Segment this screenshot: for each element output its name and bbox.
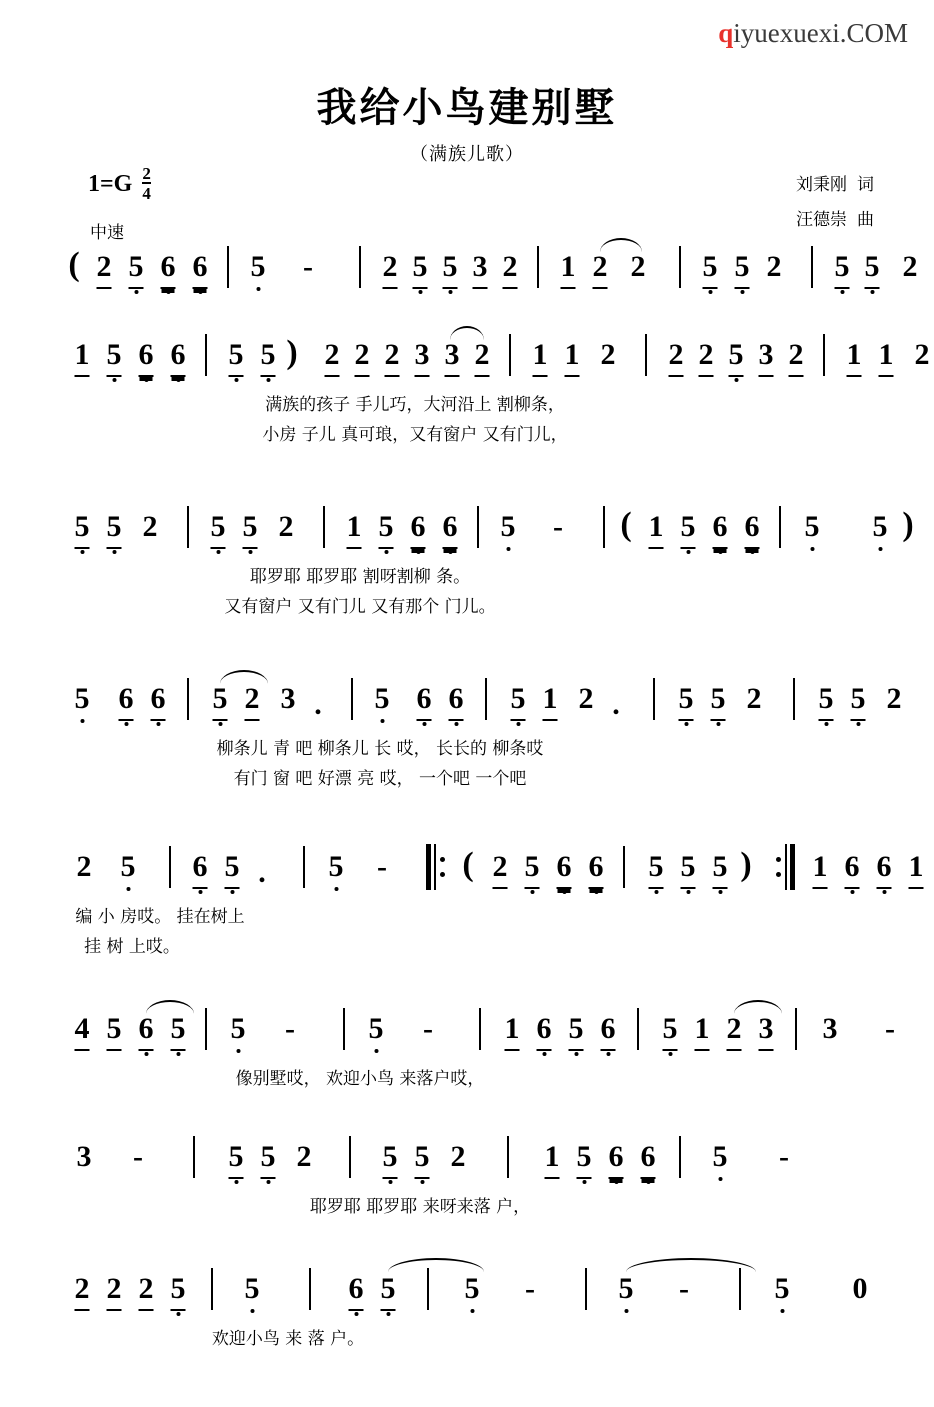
barline (823, 334, 825, 376)
note: 2 (383, 250, 398, 289)
lyric-segment: 满族的孩子 手儿巧，大河沿上 割柳条， (265, 395, 565, 415)
note-row (60, 682, 902, 734)
note: 5 (774, 1272, 790, 1305)
hold-dash: - (377, 850, 387, 883)
note-row (60, 1272, 882, 1324)
dotted-rhythm-dot: . (314, 688, 322, 721)
note: 5 (107, 510, 122, 549)
lyric-row-verse1 (60, 1192, 882, 1222)
hold-dash: - (525, 1272, 535, 1305)
note: 2 (727, 1012, 742, 1051)
lyric-segment: 编 小 房哎。 挂在树上 (75, 907, 245, 927)
open-paren: ( (620, 506, 632, 543)
note: 5 (443, 250, 458, 289)
note: 2 (296, 1140, 312, 1173)
note: 5 (383, 1140, 398, 1179)
note: 2 (385, 338, 400, 377)
barline (603, 506, 605, 548)
open-paren: ( (462, 846, 474, 883)
lyric-segment: 欢迎小鸟 来 落 户。 (211, 1329, 365, 1349)
key-signature-block (88, 164, 151, 243)
note: 5 (681, 510, 696, 549)
note: 5 (120, 850, 136, 883)
composer-name: 汪德崇 (796, 209, 847, 230)
note: 6 (641, 1140, 656, 1179)
note: 2 (503, 250, 518, 289)
barline (485, 678, 487, 720)
note: 4 (75, 1012, 90, 1051)
slur (388, 1258, 484, 1272)
note: 5 (244, 1272, 260, 1305)
note: 5 (107, 338, 122, 377)
note: 6 (151, 682, 166, 721)
note: 2 (278, 510, 294, 543)
dotted-rhythm-dot: . (612, 688, 620, 721)
key-label: 1=G (88, 171, 133, 198)
note: 2 (699, 338, 714, 377)
note: 6 (193, 250, 208, 289)
note: 5 (129, 250, 144, 289)
barline (193, 1136, 195, 1178)
note: 5 (225, 850, 240, 889)
note: 6 (449, 682, 464, 721)
note: 5 (712, 1140, 728, 1173)
lyric-segment: 像别墅哎， 欢迎小鸟 来落户哎， (235, 1069, 485, 1089)
note: 5 (663, 1012, 678, 1051)
note: 2 (914, 338, 930, 371)
note: 3 (280, 682, 296, 715)
barline (793, 678, 795, 720)
note: 5 (261, 338, 276, 377)
note: 5 (413, 250, 428, 289)
note: 1 (505, 1012, 520, 1051)
note: 5 (229, 1140, 244, 1179)
barline (211, 1268, 213, 1310)
barline (205, 1008, 207, 1050)
hold-dash: - (285, 1012, 295, 1045)
note: 5 (379, 510, 394, 549)
hold-dash: - (303, 250, 313, 283)
note: 6 (601, 1012, 616, 1051)
credits-block (796, 168, 874, 238)
note: 2 (76, 850, 92, 883)
slur (450, 326, 484, 340)
tempo-marking: 中速 (90, 223, 124, 243)
note: 5 (569, 1012, 584, 1051)
barline (205, 334, 207, 376)
note: 1 (847, 338, 862, 377)
lyric-segment: 耶罗耶 耶罗耶 割呀割柳 条。 (249, 567, 471, 587)
note: 1 (75, 338, 90, 377)
note: 6 (349, 1272, 364, 1311)
time-signature (142, 165, 151, 203)
note: 5 (250, 250, 266, 283)
note: 3 (822, 1012, 838, 1045)
note: 6 (119, 682, 134, 721)
note: 1 (561, 250, 576, 289)
note: 2 (902, 250, 918, 283)
barline (585, 1268, 587, 1310)
note: 1 (879, 338, 894, 377)
hold-dash: - (553, 510, 563, 543)
note: 6 (417, 682, 432, 721)
note: 3 (445, 338, 460, 377)
note: 2 (475, 338, 490, 377)
barline (779, 506, 781, 548)
barline (537, 246, 539, 288)
note: 1 (347, 510, 362, 549)
note: 5 (243, 510, 258, 549)
note: 2 (630, 250, 646, 283)
barline (187, 678, 189, 720)
note: 3 (76, 1140, 92, 1173)
note: 2 (669, 338, 684, 377)
note: 1 (909, 850, 924, 889)
note: 1 (695, 1012, 710, 1051)
barline (739, 1268, 741, 1310)
music-system-5 (60, 846, 924, 962)
dotted-rhythm-dot: . (258, 856, 266, 889)
lyricist-name: 刘秉刚 (796, 175, 847, 195)
barline (811, 246, 813, 288)
lyric-row-verse2 (60, 764, 882, 794)
note: 2 (139, 1272, 154, 1311)
note: 5 (374, 682, 390, 715)
note: 5 (415, 1140, 430, 1179)
barline (303, 846, 305, 888)
note: 6 (443, 510, 458, 549)
note: 5 (328, 850, 344, 883)
note: 2 (593, 250, 608, 289)
lyric-row-verse2 (60, 420, 882, 450)
note: 5 (577, 1140, 592, 1179)
barline (645, 334, 647, 376)
note: 2 (766, 250, 782, 283)
lyricist-role: 词 (857, 175, 874, 195)
note-row (60, 334, 930, 390)
barline (427, 1268, 429, 1310)
lyric-row-verse2 (60, 592, 882, 622)
hold-dash: - (679, 1272, 689, 1305)
lyric-row-verse1 (60, 902, 882, 932)
note-row (60, 246, 918, 302)
note: 1 (533, 338, 548, 377)
lyricist-line (796, 168, 874, 203)
note: 5 (511, 682, 526, 721)
music-system-6 (60, 1012, 895, 1094)
note: 5 (735, 250, 750, 289)
barline (795, 1008, 797, 1050)
open-paren: ( (68, 246, 80, 283)
note: 5 (711, 682, 726, 721)
note: 5 (381, 1272, 396, 1311)
barline (479, 1008, 481, 1050)
barline (309, 1268, 311, 1310)
barline (507, 1136, 509, 1178)
note: 6 (411, 510, 426, 549)
note: 1 (543, 682, 558, 721)
note-row (60, 1012, 895, 1064)
note: 5 (368, 1012, 384, 1045)
hold-dash: - (423, 1012, 433, 1045)
note: 1 (565, 338, 580, 377)
barline (653, 678, 655, 720)
close-paren: ) (740, 846, 752, 883)
note: 6 (845, 850, 860, 889)
note: 2 (578, 682, 594, 715)
music-system-7 (60, 1140, 882, 1222)
note: 3 (759, 1012, 774, 1051)
lyric-row-verse2 (60, 932, 882, 962)
slur (220, 670, 268, 684)
lyric-segment: 耶罗耶 耶罗耶 来呀来落 户， (309, 1197, 531, 1217)
lyric-segment: 柳条儿 青 吧 柳条儿 长 哎， 长长的 柳条哎 (216, 739, 544, 759)
note: 3 (415, 338, 430, 377)
note: 2 (245, 682, 260, 721)
slur (146, 1000, 194, 1014)
barline (169, 846, 171, 888)
note: 3 (473, 250, 488, 289)
watermark-text: iyuexuexi.COM (733, 18, 908, 48)
music-system-8 (60, 1272, 882, 1354)
note: 2 (600, 338, 616, 371)
note: 5 (171, 1012, 186, 1051)
barline (679, 1136, 681, 1178)
note: 5 (804, 510, 820, 543)
lyric-segment: 小房 子儿 真可琅，又有窗户 又有门儿， (262, 425, 568, 445)
music-system-3 (60, 506, 914, 622)
note: 6 (139, 338, 154, 377)
note: 6 (537, 1012, 552, 1051)
barline (227, 246, 229, 288)
note: 5 (681, 850, 696, 889)
barline (637, 1008, 639, 1050)
note: 0 (852, 1272, 868, 1305)
close-paren: ) (902, 506, 914, 543)
note: 5 (464, 1272, 480, 1305)
barline (349, 1136, 351, 1178)
note: 5 (261, 1140, 276, 1179)
lyric-segment: 挂 树 上哎。 (84, 937, 180, 957)
note: 5 (230, 1012, 246, 1045)
barline (359, 246, 361, 288)
page-title: 我给小鸟建别墅 (316, 85, 618, 131)
key-line (88, 166, 151, 204)
note: 6 (139, 1012, 154, 1051)
barline (509, 334, 511, 376)
note: 6 (193, 850, 208, 889)
note: 5 (713, 850, 728, 889)
note: 3 (759, 338, 774, 377)
note: 5 (872, 510, 888, 543)
composer-role: 曲 (857, 209, 874, 230)
note: 1 (813, 850, 828, 889)
note-row (60, 1140, 882, 1192)
note: 2 (75, 1272, 90, 1311)
note: 6 (589, 850, 604, 889)
lyric-segment: 又有窗户 又有门儿 又有那个 门儿。 (224, 597, 496, 617)
note: 6 (877, 850, 892, 889)
note: 2 (97, 250, 112, 289)
note: 5 (107, 1012, 122, 1051)
note: 2 (142, 510, 158, 543)
note: 5 (500, 510, 516, 543)
barline (477, 506, 479, 548)
note: 5 (211, 510, 226, 549)
note: 5 (865, 250, 880, 289)
barline (187, 506, 189, 548)
note: 5 (525, 850, 540, 889)
note: 2 (493, 850, 508, 889)
music-system-4 (60, 682, 902, 794)
lyric-segment: 有门 窗 吧 好漂 亮 哎， 一个吧 一个吧 (233, 769, 527, 789)
barline (623, 846, 625, 888)
note: 5 (229, 338, 244, 377)
note: 5 (835, 250, 850, 289)
note: 2 (450, 1140, 466, 1173)
hold-dash: - (779, 1140, 789, 1173)
note: 6 (609, 1140, 624, 1179)
page-subtitle: （满族儿歌） (410, 144, 524, 165)
note: 2 (325, 338, 340, 377)
note: 2 (746, 682, 762, 715)
time-signature-denominator: 4 (142, 184, 151, 204)
note: 2 (886, 682, 902, 715)
note: 1 (649, 510, 664, 549)
composer-line (796, 203, 874, 238)
note: 2 (355, 338, 370, 377)
barline (679, 246, 681, 288)
note: 6 (745, 510, 760, 549)
note-row (60, 846, 924, 902)
note: 5 (679, 682, 694, 721)
note: 5 (75, 510, 90, 549)
note: 5 (729, 338, 744, 377)
note: 5 (649, 850, 664, 889)
hold-dash: - (133, 1140, 143, 1173)
barline (351, 678, 353, 720)
note: 2 (789, 338, 804, 377)
note: 2 (107, 1272, 122, 1311)
note: 6 (713, 510, 728, 549)
note: 5 (819, 682, 834, 721)
slur (626, 1258, 756, 1272)
note-row (60, 506, 914, 562)
music-system-1 (60, 246, 918, 302)
lyric-row-verse1 (60, 1064, 882, 1094)
site-watermark (718, 18, 908, 49)
note: 5 (618, 1272, 634, 1305)
hold-dash: - (885, 1012, 895, 1045)
time-signature-numerator: 2 (142, 164, 151, 183)
watermark-initial: q (718, 18, 734, 48)
lyric-row-verse1 (60, 734, 882, 764)
note: 5 (703, 250, 718, 289)
note: 6 (161, 250, 176, 289)
barline (323, 506, 325, 548)
lyric-row-verse1 (60, 1324, 882, 1354)
lyric-row-verse1 (60, 562, 882, 592)
slur (734, 1000, 782, 1014)
note: 1 (545, 1140, 560, 1179)
close-paren: ) (286, 334, 298, 371)
note: 5 (851, 682, 866, 721)
barline (343, 1008, 345, 1050)
note: 6 (557, 850, 572, 889)
note: 5 (171, 1272, 186, 1311)
lyric-row-verse1 (60, 390, 882, 420)
music-system-2 (60, 334, 930, 450)
note: 6 (171, 338, 186, 377)
note: 5 (74, 682, 90, 715)
note: 5 (213, 682, 228, 721)
